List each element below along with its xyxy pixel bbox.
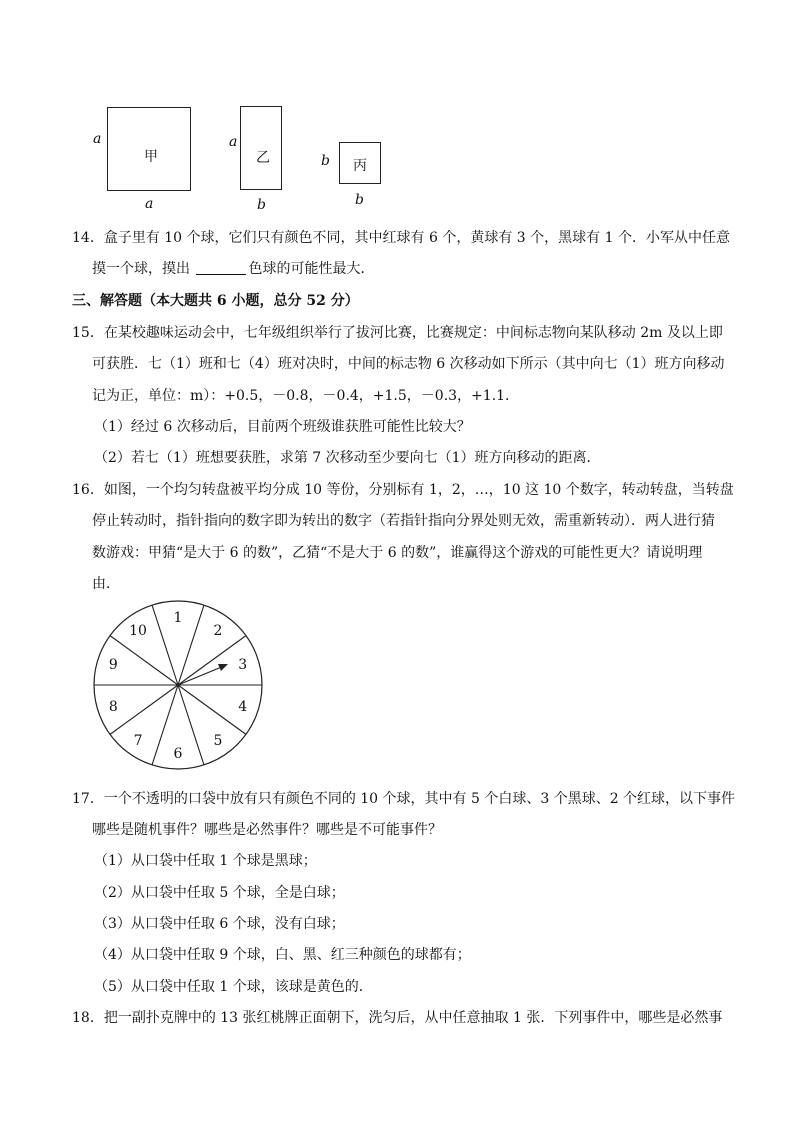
box-jia-label: 甲 [144,149,158,165]
spinner-number-4: 4 [238,699,248,716]
q15-line3: 记为正，单位：m）：+0.5，－0.8，－0.4，+1.5，－0.3，+1.1． [92,388,520,404]
box-jia-side-label: a [93,131,102,147]
q16-line3: 数游戏：甲猜“是大于 6 的数”，乙猜“不是大于 6 的数”，谁赢得这个游戏的可能性更大？请说明理 [92,545,703,561]
spinner-pointer-arrow-icon [218,664,228,671]
box-jia [107,107,191,191]
q15-line2: 可获胜．七（1）班和七（4）班对决时，中间的标志物 6 次移动如下所示（其中向七（1）班方向移动 [92,356,725,372]
q17-sub4: （4）从口袋中任取 9 个球，白、黑、红三种颜色的球都有； [94,947,471,963]
spinner-number-1: 1 [173,610,183,626]
q15-line1: 15．在某校趣味运动会中，七年级组织举行了拔河比赛，比赛规定：中间标志物向某队移动 2m 及以上即 [72,325,723,341]
q17-sub1: （1）从口袋中任取 1 个球是黑球； [94,853,317,869]
box-yi-label: 乙 [256,150,270,166]
q14-answer-blank [196,260,246,275]
box-bing-side-label: b [321,153,330,169]
box-yi [240,106,282,190]
q17-sub5: （5）从口袋中任取 1 个球，该球是黄色的． [94,979,373,995]
q17-sub3: （3）从口袋中任取 6 个球，没有白球； [94,916,345,932]
spinner-number-10: 10 [129,622,147,639]
spinner-divider [178,636,246,685]
spinner-number-7: 7 [133,733,143,750]
q14-line2-before: 摸一个球，摸出 [92,261,195,277]
spinner-number-2: 2 [213,622,223,639]
q14-line2 [92,259,734,279]
spinner-divider [178,685,246,734]
q14-line2-after: 色球的可能性最大． [248,261,375,277]
spinner-number-6: 6 [173,746,183,762]
spinner-divider [110,685,178,734]
spinner-number-3: 3 [238,656,248,673]
spinner-number-9: 9 [108,656,118,673]
spinner-number-5: 5 [213,733,223,750]
box-bing-bottom-label: b [355,192,364,208]
box-yi-side-label: a [229,134,238,150]
q16-line1: 16．如图，一个均匀转盘被平均分成 10 等份，分别标有 1，2，…，10 这 10 个数字，转动转盘，当转盘 [72,482,734,498]
section3-title: 三、解答题（本大题共 6 小题，总分 52 分） [72,293,359,309]
q18-line1: 18．把一副扑克牌中的 13 张红桃牌正面朝下，洗匀后，从中任意抽取 1 张．下列事件中，哪些是必然事 [72,1010,723,1026]
q16-line2: 停止转动时，指针指向的数字即为转出的数字（若指针指向分界处则无效，需重新转动）．两人进行猜 [92,513,715,529]
box-bing [339,142,381,184]
q17-line1: 17．一个不透明的口袋中放有只有颜色不同的 10 个球，其中有 5 个白球、3 个黑球、2 个红球，以下事件 [72,791,736,807]
q15-sub1: （1）经过 6 次移动后，目前两个班级谁获胜可能性比较大？ [94,419,471,435]
spinner-figure [90,598,270,778]
q14-line1: 14．盒子里有 10 个球，它们只有颜色不同，其中红球有 6 个，黄球有 3 个，黑球有 1 个．小军从中任意 [72,230,730,246]
box-bing-label: 丙 [353,158,367,174]
box-yi-bottom-label: b [257,197,266,213]
q17-line2: 哪些是随机事件？哪些是必然事件？哪些是不可能事件？ [92,822,442,838]
spinner-divider [110,636,178,685]
box-jia-bottom-label: a [145,196,154,212]
q17-sub2: （2）从口袋中任取 5 个球，全是白球； [94,885,345,901]
q16-line4: 由． [92,576,120,592]
spinner-number-8: 8 [108,699,118,716]
q15-sub2: （2）若七（1）班想要获胜，求第 7 次移动至少要向七（1）班方向移动的距离． [94,450,601,466]
